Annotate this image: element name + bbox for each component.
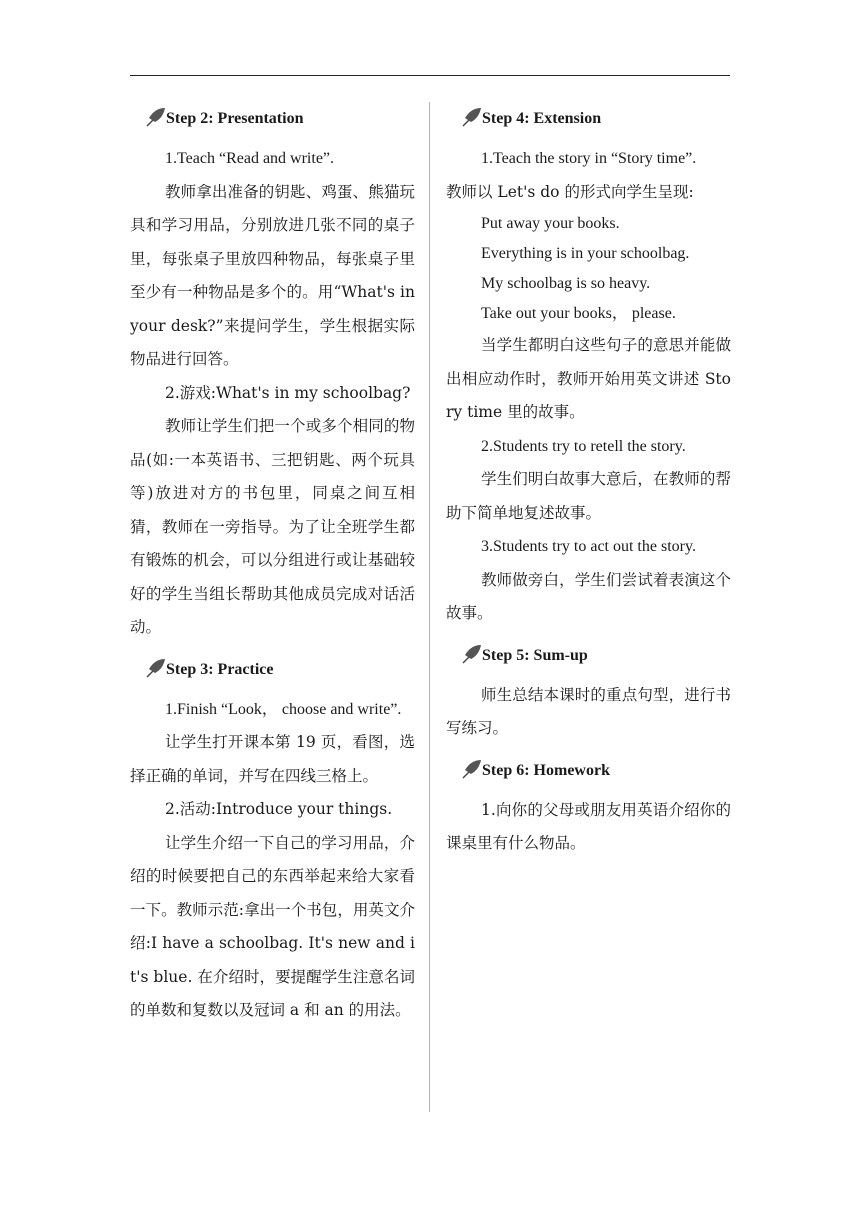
- step2-para-2: 教师拿出准备的钥匙、鸡蛋、熊猫玩具和学习用品，分别放进几张不同的桌子里，每张桌子里放四种物品，每张桌子里至少有一种物品是多个的。用“What's in your desk?”来提问学生，学生根据实际物品进行回答。: [130, 182, 415, 368]
- feather-pen-icon: [462, 759, 482, 779]
- step3-para-4: 让学生介绍一下自己的学习用品，介绍的时候要把自己的东西举起来给大家看一下。教师示范:拿出一个书包，用英文介绍:I have a schoolbag. It's new and it's blue. 在介绍时，要提醒学生注意名词的单数和复数以及冠词 a 和 an 的用法。: [130, 833, 415, 1019]
- step5-heading-text: Step 5: Sum-up: [482, 646, 588, 664]
- step3-para-3: 2.活动:Introduce your things.: [165, 800, 393, 818]
- step5-para-1: 师生总结本课时的重点句型，进行书写练习。: [446, 685, 731, 737]
- top-rule: [130, 75, 730, 76]
- step2-heading: [166, 102, 415, 136]
- story-line: My schoolbag is so heavy.: [481, 275, 651, 292]
- step6-para-1: 1.向你的父母或朋友用英语介绍你的课桌里有什么物品。: [446, 800, 731, 852]
- step4-para-1: 1.Teach the story in “Story time”.: [481, 150, 697, 167]
- column-divider: [429, 102, 430, 1112]
- step2-heading-text: Step 2: Presentation: [166, 110, 304, 127]
- step6-heading: [482, 754, 731, 788]
- story-line: Put away your books.: [481, 215, 620, 232]
- step2-para-3: 2.游戏:What's in my schoolbag?: [165, 383, 411, 402]
- step4-para-6: 3.Students try to act out the story.: [481, 538, 696, 555]
- step2-para-4: 教师让学生们把一个或多个相同的物品(如:一本英语书、三把钥匙、两个玩具等)放进对方的书包里，同桌之间互相猜，教师在一旁指导。为了让全班学生都有锻炼的机会，可以分组进行或让基础较好的学生当组长帮助其他成员完成对话活动。: [130, 417, 415, 636]
- step4-para-3: 当学生都明白这些句子的意思并能做出相应动作时，教师开始用英文讲述 Story time 里的故事。: [446, 336, 731, 421]
- step4-heading-text: Step 4: Extension: [482, 110, 602, 127]
- step3-heading-text: Step 3: Practice: [166, 660, 274, 678]
- feather-pen-icon: [146, 658, 166, 678]
- step2-para-1: 1.Teach “Read and write”.: [165, 150, 335, 167]
- step3-para-2: 让学生打开课本第 19 页，看图，选择正确的单词，并写在四线三格上。: [130, 733, 415, 785]
- right-column: [446, 102, 731, 861]
- story-line: Everything is in your schoolbag.: [481, 245, 690, 262]
- step4-para-5: 学生们明白故事大意后，在教师的帮助下简单地复述故事。: [446, 470, 731, 522]
- step4-para-4: 2.Students try to retell the story.: [481, 437, 686, 455]
- step6-heading-text: Step 6: Homework: [482, 761, 610, 779]
- left-column: [130, 102, 415, 1028]
- step4-heading: [482, 102, 731, 136]
- feather-pen-icon: [462, 644, 482, 664]
- step3-para-1: 1.Finish “Look， choose and write”.: [165, 700, 402, 718]
- step4-para-7: 教师做旁白，学生们尝试着表演这个故事。: [446, 570, 731, 622]
- feather-pen-icon: [462, 107, 482, 127]
- step4-para-2: 教师以 Let's do 的形式向学生呈现:: [446, 182, 694, 201]
- step3-heading: [166, 653, 415, 687]
- story-line: Take out your books， please.: [481, 305, 676, 322]
- feather-pen-icon: [146, 107, 166, 127]
- step5-heading: [482, 639, 731, 673]
